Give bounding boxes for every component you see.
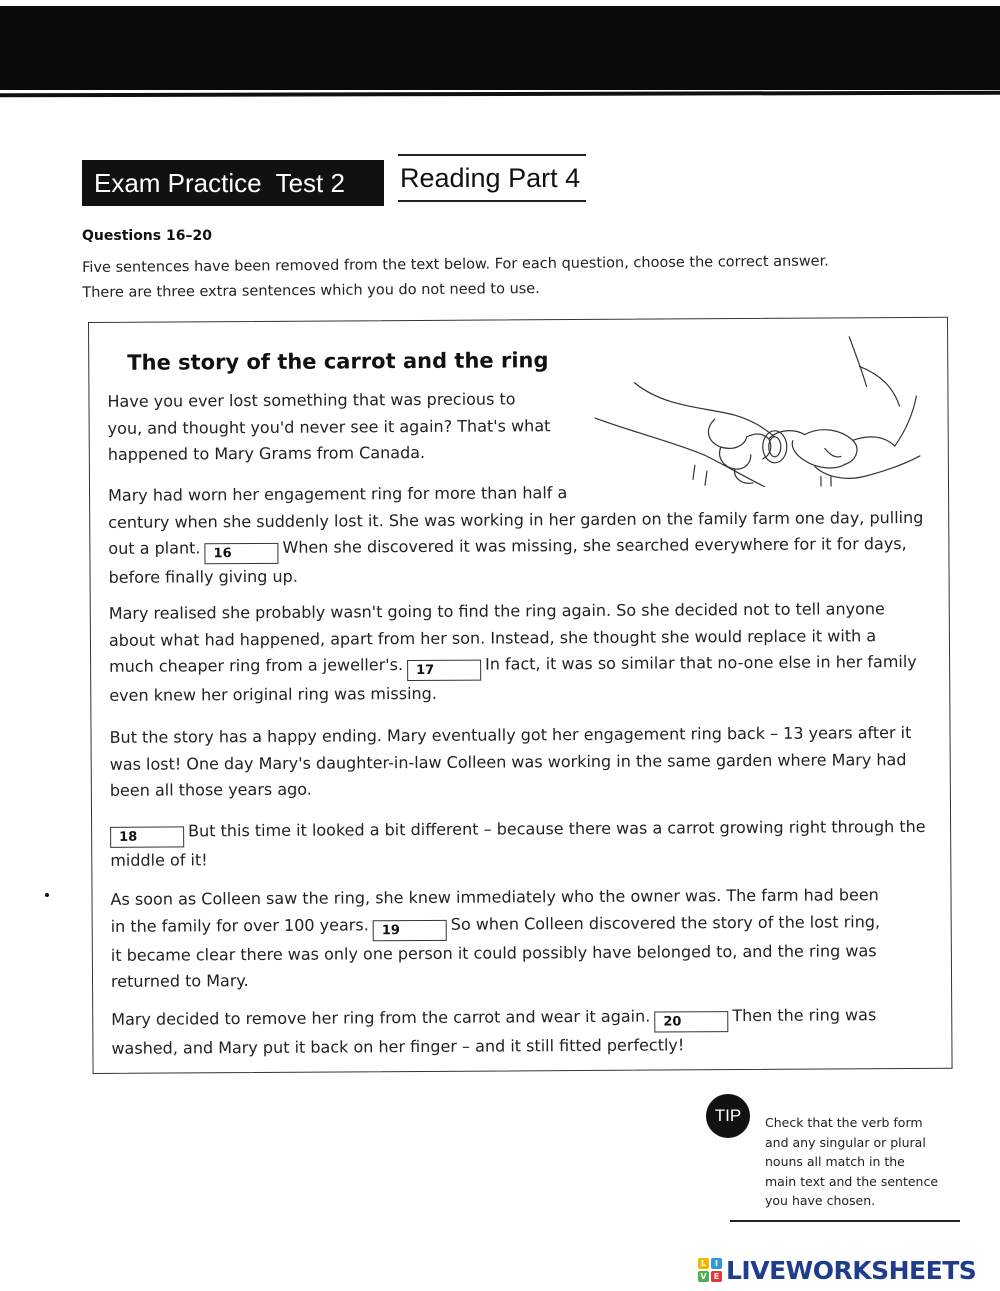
text-line: middle of it! [110,850,208,870]
text-segment: So when Colleen discovered the story of the lost ring, [450,911,881,934]
text-line: before finally giving up. [108,566,298,587]
text-line: even knew her original ring was missing. [109,683,437,705]
text-line: century when she suddenly lost it. She was working in her garden on the family farm one day, pulling [108,507,924,532]
text-segment: out a plant. [108,538,201,558]
tip-line: you have chosen. [765,1193,876,1208]
text-line [111,909,881,943]
text-line [108,531,923,565]
text-line: As soon as Colleen saw the ring, she knew immediately who the owner was. The farm had been [110,885,879,909]
questions-title: Questions 16–20 [82,228,212,244]
text-line [110,814,926,848]
logo-tile: E [711,1271,722,1282]
part-title: Reading Part 4 [398,154,586,202]
paragraph-1 [107,386,550,468]
text-segment: much cheaper ring from a jeweller's. [109,655,404,676]
hands-with-ring-illustration [594,336,940,488]
text-line: Mary realised she probably wasn't going to find the ring again. So she decided not to tell anyone [108,599,885,623]
paragraph-4 [109,720,911,804]
logo-tile: I [711,1258,722,1269]
text-line: washed, and Mary put it back on her finger – and it still fitted perfectly! [111,1035,685,1058]
paragraph-6 [110,882,880,995]
tip-line: and any singular or plural [765,1134,926,1150]
text-line: happened to Mary Grams from Canada. [107,442,426,464]
text-line: Mary had worn her engagement ring for more than half a [108,483,568,505]
story-title: The story of the carrot and the ring [127,348,549,375]
scan-top-rule [0,91,1000,98]
text-line: But the story has a happy ending. Mary eventually got her engagement ring back – 13 years after it [109,722,912,747]
text-line: about what had happened, apart from her son. Instead, she thought she would replace it with a [108,625,877,650]
scan-speck [45,893,49,897]
logo-tile: V [698,1271,709,1282]
instruction-line: There are three extra sentences which you do not need to use. [82,281,540,301]
text-segment: But this time it looked a bit different – because there was a carrot growing right through the [188,816,926,841]
tip-line: Check that the verb form [765,1115,923,1130]
answer-gap-19[interactable]: 19 [373,919,447,940]
text-line: it became clear there was only one person it could possibly have belonged to, and the ring was [110,940,877,965]
tip-divider [730,1220,960,1222]
logo-tile: L [698,1258,709,1269]
scan-top-black-bar [0,6,1000,90]
text-segment: Then the ring was [732,1005,877,1026]
answer-gap-17[interactable]: 17 [407,660,481,681]
text-line [109,649,917,683]
paragraph-7 [111,1002,876,1062]
instruction-line: Five sentences have been removed from the text below. For each question, choose the correct answer. [82,253,829,276]
text-segment: When she discovered it was missing, she searched everywhere for it for days, [282,534,907,557]
instructions [82,249,842,306]
answer-gap-20[interactable]: 20 [654,1011,728,1032]
text-line: you, and thought you'd never see it again? That's what [107,415,551,438]
tip-text [765,1113,965,1211]
text-line: returned to Mary. [110,971,249,991]
tip-line: main text and the sentence [765,1173,939,1189]
paragraph-3 [109,596,917,709]
exam-title: Exam Practice Test 2 [82,160,384,206]
tip-line: nouns all match in the [765,1154,905,1169]
text-segment: In fact, it was so similar that no-one else in her family [485,651,917,674]
answer-gap-16[interactable]: 16 [204,543,278,564]
text-line: been all those years ago. [109,779,312,800]
answer-gap-18[interactable]: 18 [110,826,184,847]
liveworksheets-logo-icon [698,1258,722,1282]
text-segment: in the family for over 100 years. [110,914,369,936]
text-line [111,1002,876,1036]
liveworksheets-brand[interactable] [698,1254,976,1286]
text-line: was lost! One day Mary's daughter-in-law Colleen was working in the same garden where Mary had [109,749,907,774]
brand-name: LIVEWORKSHEETS [726,1255,977,1285]
text-line: Have you ever lost something that was precious to [107,389,516,411]
paragraph-5 [110,814,926,874]
paragraph-2 [108,478,924,591]
reading-text-box [88,317,953,1074]
tip-badge: TIP [706,1094,750,1138]
text-segment: Mary decided to remove her ring from the carrot and wear it again. [111,1006,651,1029]
